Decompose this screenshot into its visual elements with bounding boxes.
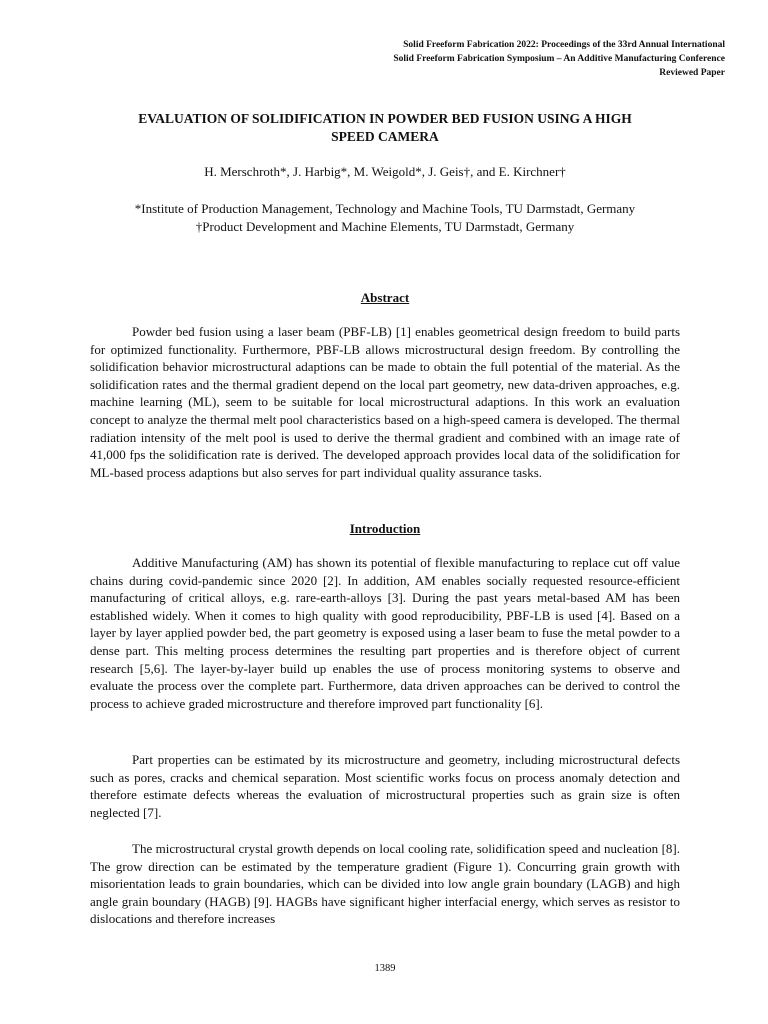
paper-title-line-2: SPEED CAMERA bbox=[331, 129, 439, 144]
page-number: 1389 bbox=[374, 963, 396, 974]
affiliation-2: †Product Development and Machine Elements, TU Darmstadt, Germany bbox=[195, 218, 575, 234]
affiliations bbox=[90, 200, 680, 235]
intro-paragraph-1: Additive Manufacturing (AM) has shown its potential of flexible manufacturing to replace cut off value chains during covid-pandemic since 2020 [2]. In addition, AM enables socially requested resource-efficient manufacturing of critical alloys, e.g. rare-earth-alloys [3]. During the past years metal-based AM has been established widely. When it comes to high quality with good reproducibility, PBF-LB is used [4]. Based on a layer by layer applied powder bed, the part geometry is exposed using a laser beam to fuse the metal powder to a dense part. This melting process determines the resulting part properties and is therefore object of current research [5,6]. The layer-by-layer build up enables the use of process monitoring systems to observe and evaluate the process over the complete part. Furthermore, data driven approaches can be derived to control the process to achieve graded microstructure and therefore improved part functionality [6]. bbox=[90, 555, 680, 711]
abstract-text: Powder bed fusion using a laser beam (PBF-LB) [1] enables geometrical design freedom to build parts for optimized functionality. Furthermore, PBF-LB allows microstructural design freedom. By controlling the solidification behavior microstructural adaptions can be made to obtain the full potential of the material. As the solidification rates and the thermal gradient depend on the local part geometry, new data-driven approaches, e.g. machine learning (ML), seem to be suitable for local microstructural adaptions. In this work an evaluation concept to analyze the thermal melt pool characteristics based on a high-speed camera is developed. The thermal radiation intensity of the melt pool is used to derive the thermal gradient and combined with an image rate of 41,000 fps the solidification rate is derived. The developed approach provides local data of the solidification for ML-based process adaptions but also serves for part individual quality assurance tasks. bbox=[90, 324, 680, 480]
introduction-heading: Introduction bbox=[349, 521, 421, 536]
abstract-heading: Abstract bbox=[360, 290, 410, 305]
conference-header bbox=[305, 38, 725, 80]
intro-paragraph-2: Part properties can be estimated by its microstructure and geometry, including microstructural defects such as pores, cracks and chemical separation. Most scientific works focus on process anomaly detection and therefore estimate defects whereas the evaluation of microstructural properties such as grain size is often neglected [7]. bbox=[90, 752, 680, 820]
author-list: H. Merschroth*, J. Harbig*, M. Weigold*, J. Geis†, and E. Kirchner† bbox=[204, 164, 566, 179]
conference-header-line-2: Solid Freeform Fabrication Symposium – An Additive Manufacturing Conference bbox=[393, 54, 725, 64]
conference-header-line-1: Solid Freeform Fabrication 2022: Proceedings of the 33rd Annual International bbox=[403, 40, 725, 50]
affiliation-1: *Institute of Production Management, Technology and Machine Tools, TU Darmstadt, Germany bbox=[134, 201, 636, 216]
paper-title-line-1: EVALUATION OF SOLIDIFICATION IN POWDER BED FUSION USING A HIGH bbox=[138, 111, 632, 126]
intro-paragraph-3: The microstructural crystal growth depends on local cooling rate, solidification speed and nucleation [8]. The grow direction can be estimated by the temperature gradient (Figure 1). Concurring grain growth with misorientation leads to grain boundaries, which can be divided into low angle grain boundary (LAGB) and high angle grain boundary (HAGB) [9]. HAGBs have significant higher interfacial energy, which serves as resistor to dislocations and therefore increases bbox=[90, 841, 680, 927]
conference-header-line-3: Reviewed Paper bbox=[659, 68, 725, 78]
paper-page bbox=[90, 0, 725, 1024]
paper-title bbox=[90, 110, 680, 146]
